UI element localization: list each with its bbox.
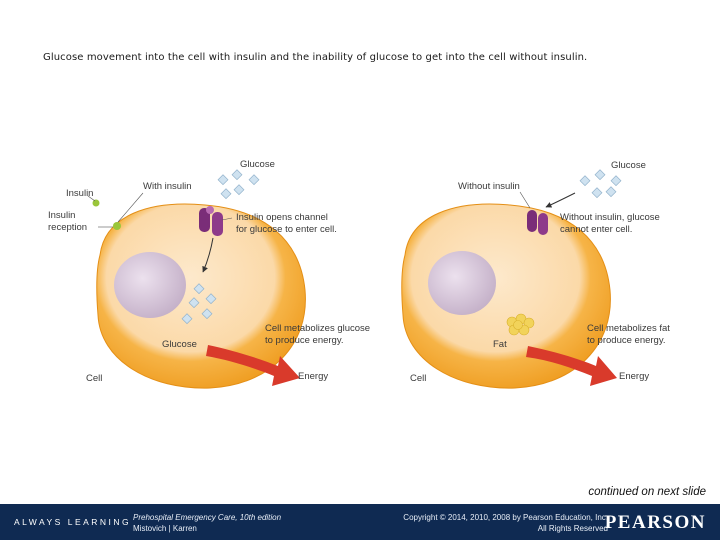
glucose-outside-left (218, 170, 259, 199)
copyright-line: Copyright © 2014, 2010, 2008 by Pearson Education, Inc. (403, 513, 608, 522)
copyright-block (403, 512, 608, 534)
label-cannot-enter-2: cannot enter cell. (560, 224, 633, 235)
label-channel-2: for glucose to enter cell. (236, 224, 337, 235)
label-cell-right: Cell (410, 373, 427, 384)
right-nucleus (428, 251, 496, 315)
right-cell-panel (402, 160, 671, 388)
label-energy-right: Energy (619, 371, 650, 382)
label-energy-left: Energy (298, 371, 329, 382)
label-glucose-inside: Glucose (162, 339, 197, 350)
insulin-molecule (93, 200, 100, 207)
label-cannot-enter-1: Without insulin, glucose (560, 212, 660, 223)
book-title: Prehospital Emergency Care, 10th edition (133, 513, 282, 522)
figure-caption: Glucose movement into the cell with insulin and the inability of glucose to get into the cell without insulin. (43, 52, 588, 63)
footer-bar (0, 504, 720, 540)
label-glucose-top-right: Glucose (611, 160, 646, 171)
continued-note: continued on next slide (588, 486, 706, 498)
label-metabolizes-glucose-2: to produce energy. (265, 335, 344, 346)
label-insulin: Insulin (66, 188, 94, 199)
always-learning-tagline: ALWAYS LEARNING (14, 517, 132, 527)
label-without-insulin: Without insulin (458, 181, 520, 192)
label-metabolizes-fat-1: Cell metabolizes fat (587, 323, 670, 334)
pearson-logo: PEARSON (604, 512, 706, 533)
label-insulin-reception-1: Insulin (48, 210, 76, 221)
book-authors: Mistovich | Karren (133, 524, 197, 533)
label-fat: Fat (493, 339, 507, 350)
label-with-insulin: With insulin (143, 181, 192, 192)
glucose-blocked-arrow (546, 193, 575, 207)
pointer-without-insulin (520, 192, 530, 208)
label-insulin-reception-2: reception (48, 222, 88, 233)
insulin-receptor (113, 222, 121, 230)
glucose-outside-right (580, 170, 621, 198)
label-glucose-top-left: Glucose (240, 159, 275, 170)
label-metabolizes-fat-2: to produce energy. (587, 335, 666, 346)
rights-line: All Rights Reserved (537, 524, 608, 533)
book-citation (133, 512, 281, 534)
label-cell-left: Cell (86, 373, 103, 384)
left-nucleus (114, 252, 186, 318)
label-metabolizes-glucose-1: Cell metabolizes glucose (265, 323, 371, 334)
label-channel-1: Insulin opens channel (236, 212, 328, 223)
left-cell-panel (48, 159, 370, 388)
